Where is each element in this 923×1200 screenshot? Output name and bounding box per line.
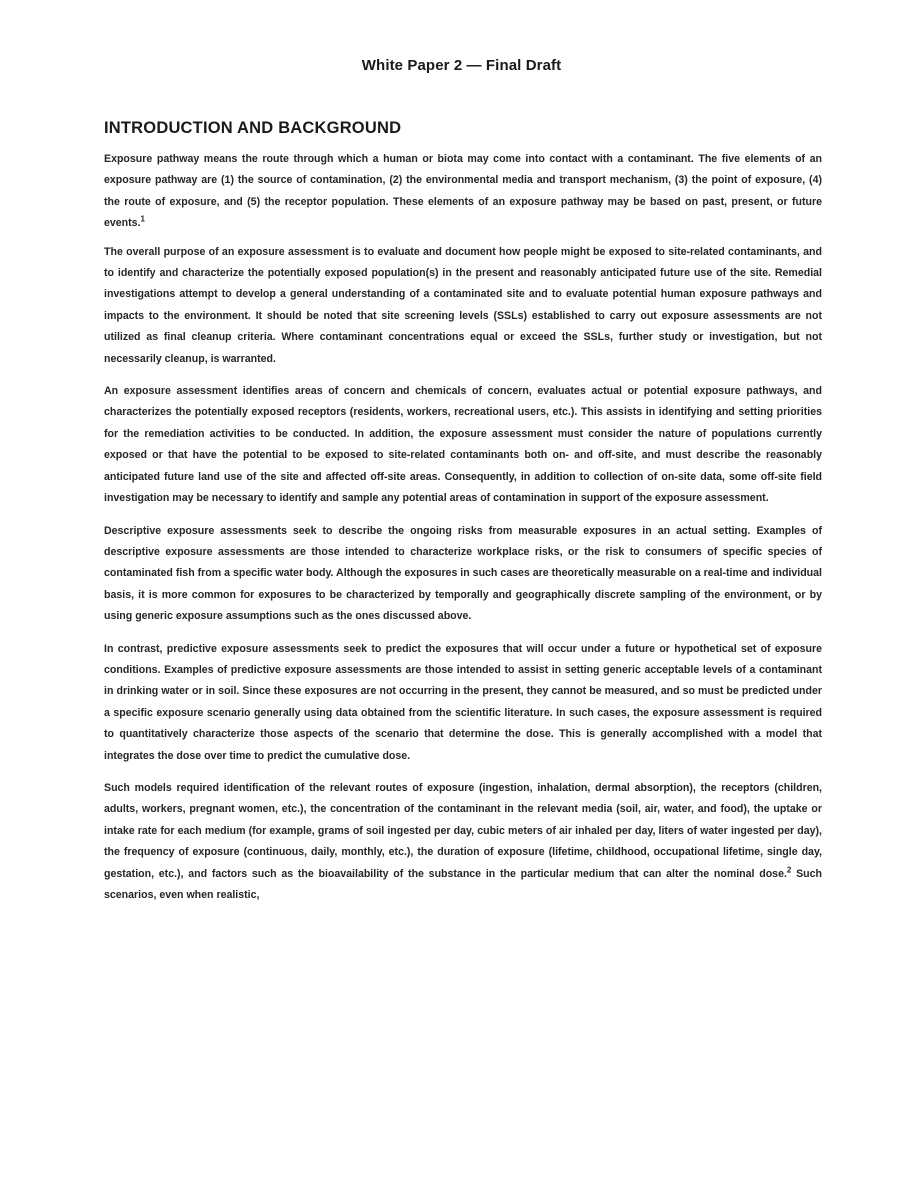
footnote-marker: 2 — [786, 865, 792, 875]
paragraph-predictive-assessments — [104, 639, 822, 767]
paragraph-descriptive-assessments — [104, 521, 822, 628]
page-title: White Paper 2 — Final Draft — [361, 57, 562, 74]
paragraph-text: The overall purpose of an exposure assessment is to evaluate and document how people might be exposed to site-related contaminants, and to identify and characterize the potentially exposed population(s) in the present and reasonably anticipated future use of the site. Remedial investigations attempt to develop a general understanding of a contaminated site and to evaluate potential human exposure pathways and impacts to the environment. It should be noted that site screening levels (SSLs) established to carry out exposure assessments are not utilized as final cleanup criteria. Where contaminant concentrations equal or exceed the SSLs, further study or investigation, but not necessarily cleanup, is warranted. — [104, 245, 822, 365]
section-heading: INTRODUCTION AND BACKGROUND — [104, 119, 402, 137]
paragraph-text: In contrast, predictive exposure assessments seek to predict the exposures that will occur under a future or hypothetical set of exposure conditions. Examples of predictive exposure assessments are those intended to assist in setting generic acceptable levels of a contaminant in drinking water or in soil. Since these exposures are not occurring in the present, they cannot be measured, and so must be predicted under a specific exposure scenario generally using data obtained from the scientific literature. In such cases, the exposure assessment is required to quantitatively characterize those aspects of the scenario that determine the dose. This is generally accomplished with a model that integrates the dose over time to predict the cumulative dose. — [104, 642, 822, 762]
paragraph-text: Such models required identification of the relevant routes of exposure (ingestion, inhalation, dermal absorption), the receptors (children, adults, workers, pregnant women, etc.), the concentration of the contaminant in the relevant media (soil, air, water, and food), the uptake or intake rate for each medium (for example, grams of soil ingested per day, cubic meters of air inhaled per day, liters of water ingested per day), the frequency of exposure (continuous, daily, monthly, etc.), the duration of exposure (lifetime, childhood, occupational lifetime, single day, gestation, etc.), and factors such as the bioavailability of the substance in the particular medium that can alter the nominal dose. — [104, 781, 822, 880]
paragraph-exposure-pathway — [104, 149, 822, 235]
paragraph-text: Exposure pathway means the route through which a human or biota may come into contact with a contaminant. The five elements of an exposure pathway are (1) the source of contamination, (2) the environmental media and transport mechanism, (3) the point of exposure, (4) the route of exposure, and (5) the receptor population. These elements of an exposure pathway may be based on past, present, or future events. — [104, 153, 822, 230]
paragraph-text: An exposure assessment identifies areas of concern and chemicals of concern, evaluates actual or potential exposure pathways, and characterizes the potentially exposed receptors (residents, workers, recreational users, etc.). This assists in identifying and setting priorities for the remediation activities to be conducted. In addition, the exposure assessment must consider the nature of populations currently exposed or that have the potential to be exposed to site-related contaminants both on- and off-site, and must describe the reasonably anticipated future land use of the site and affected off-site areas. Consequently, in addition to collection of on-site data, some off-site field investigation may be necessary to identify and sample any potential areas of contamination in support of the exposure assessment. — [104, 385, 822, 505]
paragraph-assessment-identifies — [104, 381, 822, 509]
paragraph-text: Descriptive exposure assessments seek to describe the ongoing risks from measurable exposures in an actual setting. Examples of descriptive exposure assessments are those intended to characterize workplace risks, or the risk to consumers of specific species of contaminated fish from a specific water body. Although the exposures in such cases are theoretically measurable on a real-time and individual basis, it is more common for exposures to be characterized by temporally and geographically discrete sampling of the environment, or by using generic exposure assumptions such as the ones discussed above. — [104, 524, 822, 623]
footnote-marker: 1 — [140, 214, 145, 224]
paragraph-text-tail: Such scenarios, even when realistic, — [104, 867, 823, 901]
paragraph-models — [104, 778, 822, 906]
paragraph-exposure-assessment-purpose — [104, 242, 822, 370]
document-body — [104, 149, 822, 917]
